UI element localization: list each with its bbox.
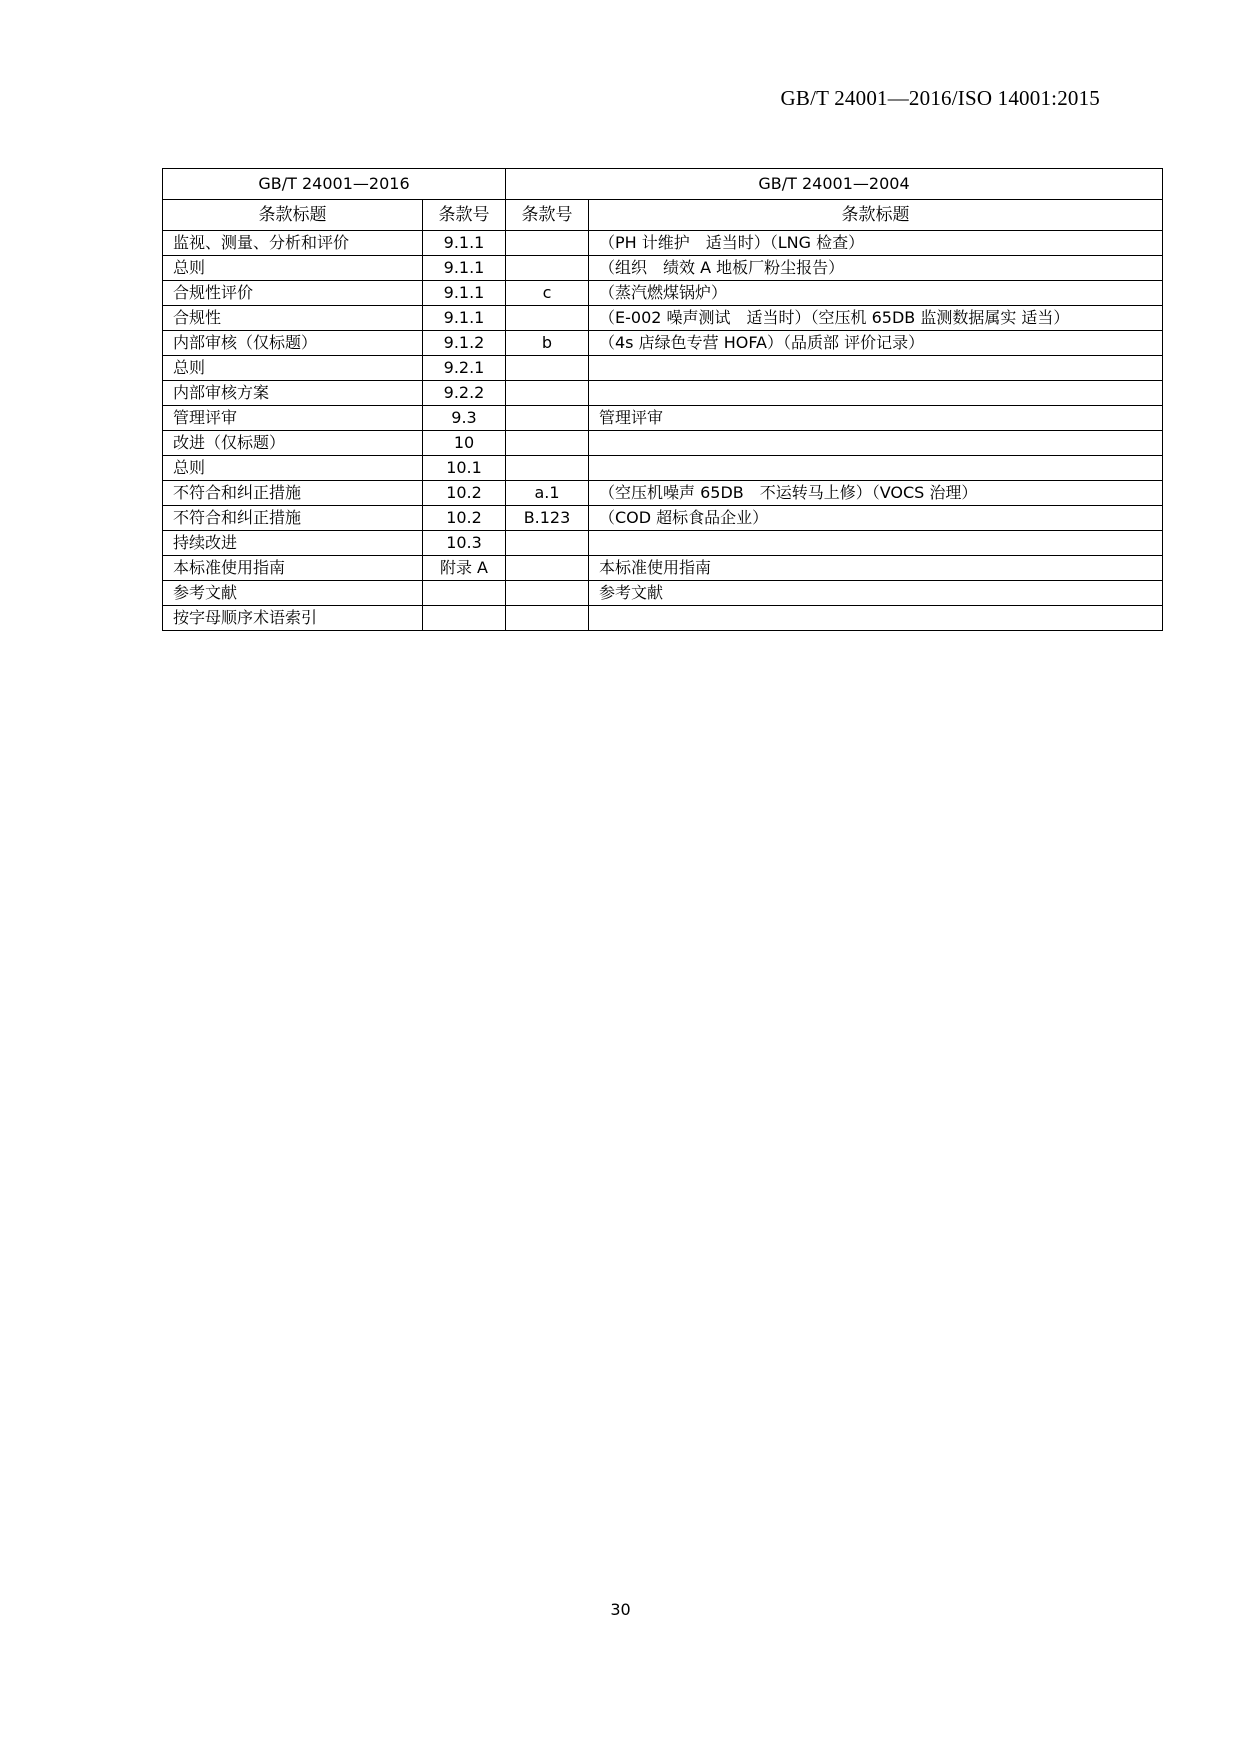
clause-title-new-cell: 参考文献 <box>163 581 423 606</box>
table-row <box>163 481 1163 506</box>
table-row <box>163 556 1163 581</box>
clause-title-old-cell: （组织 绩效 A 地板厂粉尘报告） <box>589 256 1163 281</box>
clause-no-new-cell: 10.2 <box>423 506 506 531</box>
clause-no-new-cell: 9.1.1 <box>423 231 506 256</box>
clause-title-old-cell: （E-002 噪声测试 适当时）（空压机 65DB 监测数据属实 适当） <box>589 306 1163 331</box>
clause-title-old-cell <box>589 606 1163 631</box>
clause-title-new-cell: 合规性评价 <box>163 281 423 306</box>
clause-no-old-cell <box>506 581 589 606</box>
clause-no-old-cell <box>506 406 589 431</box>
clause-title-old-cell: （COD 超标食品企业） <box>589 506 1163 531</box>
clause-title-old-cell: （空压机噪声 65DB 不运转马上修）（VOCS 治理） <box>589 481 1163 506</box>
clause-no-old-cell: b <box>506 331 589 356</box>
clause-title-new-cell: 内部审核方案 <box>163 381 423 406</box>
clause-title-old-cell <box>589 431 1163 456</box>
clause-title-new-cell: 本标准使用指南 <box>163 556 423 581</box>
clause-no-new-cell: 9.1.2 <box>423 331 506 356</box>
column-header-clause-title-new: 条款标题 <box>163 200 423 231</box>
clause-title-new-cell: 合规性 <box>163 306 423 331</box>
column-header-row <box>163 200 1163 231</box>
clause-no-old-cell <box>506 306 589 331</box>
clause-no-new-cell: 10.3 <box>423 531 506 556</box>
clause-title-old-cell <box>589 456 1163 481</box>
clause-no-old-cell: a.1 <box>506 481 589 506</box>
clause-no-new-cell: 10.1 <box>423 456 506 481</box>
table-row <box>163 506 1163 531</box>
clause-title-new-cell: 总则 <box>163 256 423 281</box>
clause-comparison-table <box>162 168 1163 631</box>
clause-no-old-cell: c <box>506 281 589 306</box>
table-row <box>163 431 1163 456</box>
table-row <box>163 231 1163 256</box>
clause-no-new-cell: 附录 A <box>423 556 506 581</box>
clause-no-old-cell <box>506 231 589 256</box>
column-header-clause-no-old: 条款号 <box>506 200 589 231</box>
table-row <box>163 581 1163 606</box>
clause-no-new-cell: 9.1.1 <box>423 256 506 281</box>
clause-title-new-cell: 监视、测量、分析和评价 <box>163 231 423 256</box>
column-header-clause-no-new: 条款号 <box>423 200 506 231</box>
table-row <box>163 306 1163 331</box>
standard-header-row <box>163 169 1163 200</box>
clause-no-old-cell <box>506 356 589 381</box>
clause-title-new-cell: 持续改进 <box>163 531 423 556</box>
clause-title-new-cell: 内部审核（仅标题） <box>163 331 423 356</box>
page-number: 30 <box>610 1600 631 1619</box>
table-row <box>163 456 1163 481</box>
clause-title-old-cell: （蒸汽燃煤锅炉） <box>589 281 1163 306</box>
clause-title-old-cell: （PH 计维护 适当时）（LNG 检查） <box>589 231 1163 256</box>
clause-title-new-cell: 总则 <box>163 356 423 381</box>
clause-no-new-cell: 9.2.2 <box>423 381 506 406</box>
clause-title-old-cell <box>589 356 1163 381</box>
clause-title-new-cell: 总则 <box>163 456 423 481</box>
table-row <box>163 606 1163 631</box>
clause-no-new-cell <box>423 606 506 631</box>
table-row <box>163 331 1163 356</box>
table-row <box>163 406 1163 431</box>
clause-no-old-cell: B.123 <box>506 506 589 531</box>
clause-no-old-cell <box>506 381 589 406</box>
clause-title-new-cell: 不符合和纠正措施 <box>163 506 423 531</box>
clause-title-old-cell: 管理评审 <box>589 406 1163 431</box>
clause-no-old-cell <box>506 256 589 281</box>
standard-new-label: GB/T 24001—2016 <box>163 169 506 200</box>
clause-no-new-cell <box>423 581 506 606</box>
clause-title-old-cell <box>589 381 1163 406</box>
clause-no-old-cell <box>506 606 589 631</box>
clause-title-old-cell: （4s 店绿色专营 HOFA）（品质部 评价记录） <box>589 331 1163 356</box>
clause-no-new-cell: 9.2.1 <box>423 356 506 381</box>
page-header-standard-id: GB/T 24001—2016/ISO 14001:2015 <box>780 86 1100 110</box>
clause-no-new-cell: 10.2 <box>423 481 506 506</box>
column-header-clause-title-old: 条款标题 <box>589 200 1163 231</box>
table-row <box>163 281 1163 306</box>
table-row <box>163 531 1163 556</box>
clause-title-new-cell: 按字母顺序术语索引 <box>163 606 423 631</box>
clause-title-new-cell: 管理评审 <box>163 406 423 431</box>
clause-no-old-cell <box>506 456 589 481</box>
clause-no-new-cell: 9.1.1 <box>423 281 506 306</box>
clause-no-old-cell <box>506 531 589 556</box>
table-row <box>163 356 1163 381</box>
clause-no-old-cell <box>506 556 589 581</box>
table-row <box>163 381 1163 406</box>
clause-title-old-cell <box>589 531 1163 556</box>
clause-no-new-cell: 9.3 <box>423 406 506 431</box>
standard-old-label: GB/T 24001—2004 <box>506 169 1163 200</box>
clause-no-new-cell: 9.1.1 <box>423 306 506 331</box>
clause-title-new-cell: 不符合和纠正措施 <box>163 481 423 506</box>
table-row <box>163 256 1163 281</box>
clause-no-new-cell: 10 <box>423 431 506 456</box>
clause-no-old-cell <box>506 431 589 456</box>
clause-title-old-cell: 参考文献 <box>589 581 1163 606</box>
clause-title-new-cell: 改进（仅标题） <box>163 431 423 456</box>
clause-title-old-cell: 本标准使用指南 <box>589 556 1163 581</box>
